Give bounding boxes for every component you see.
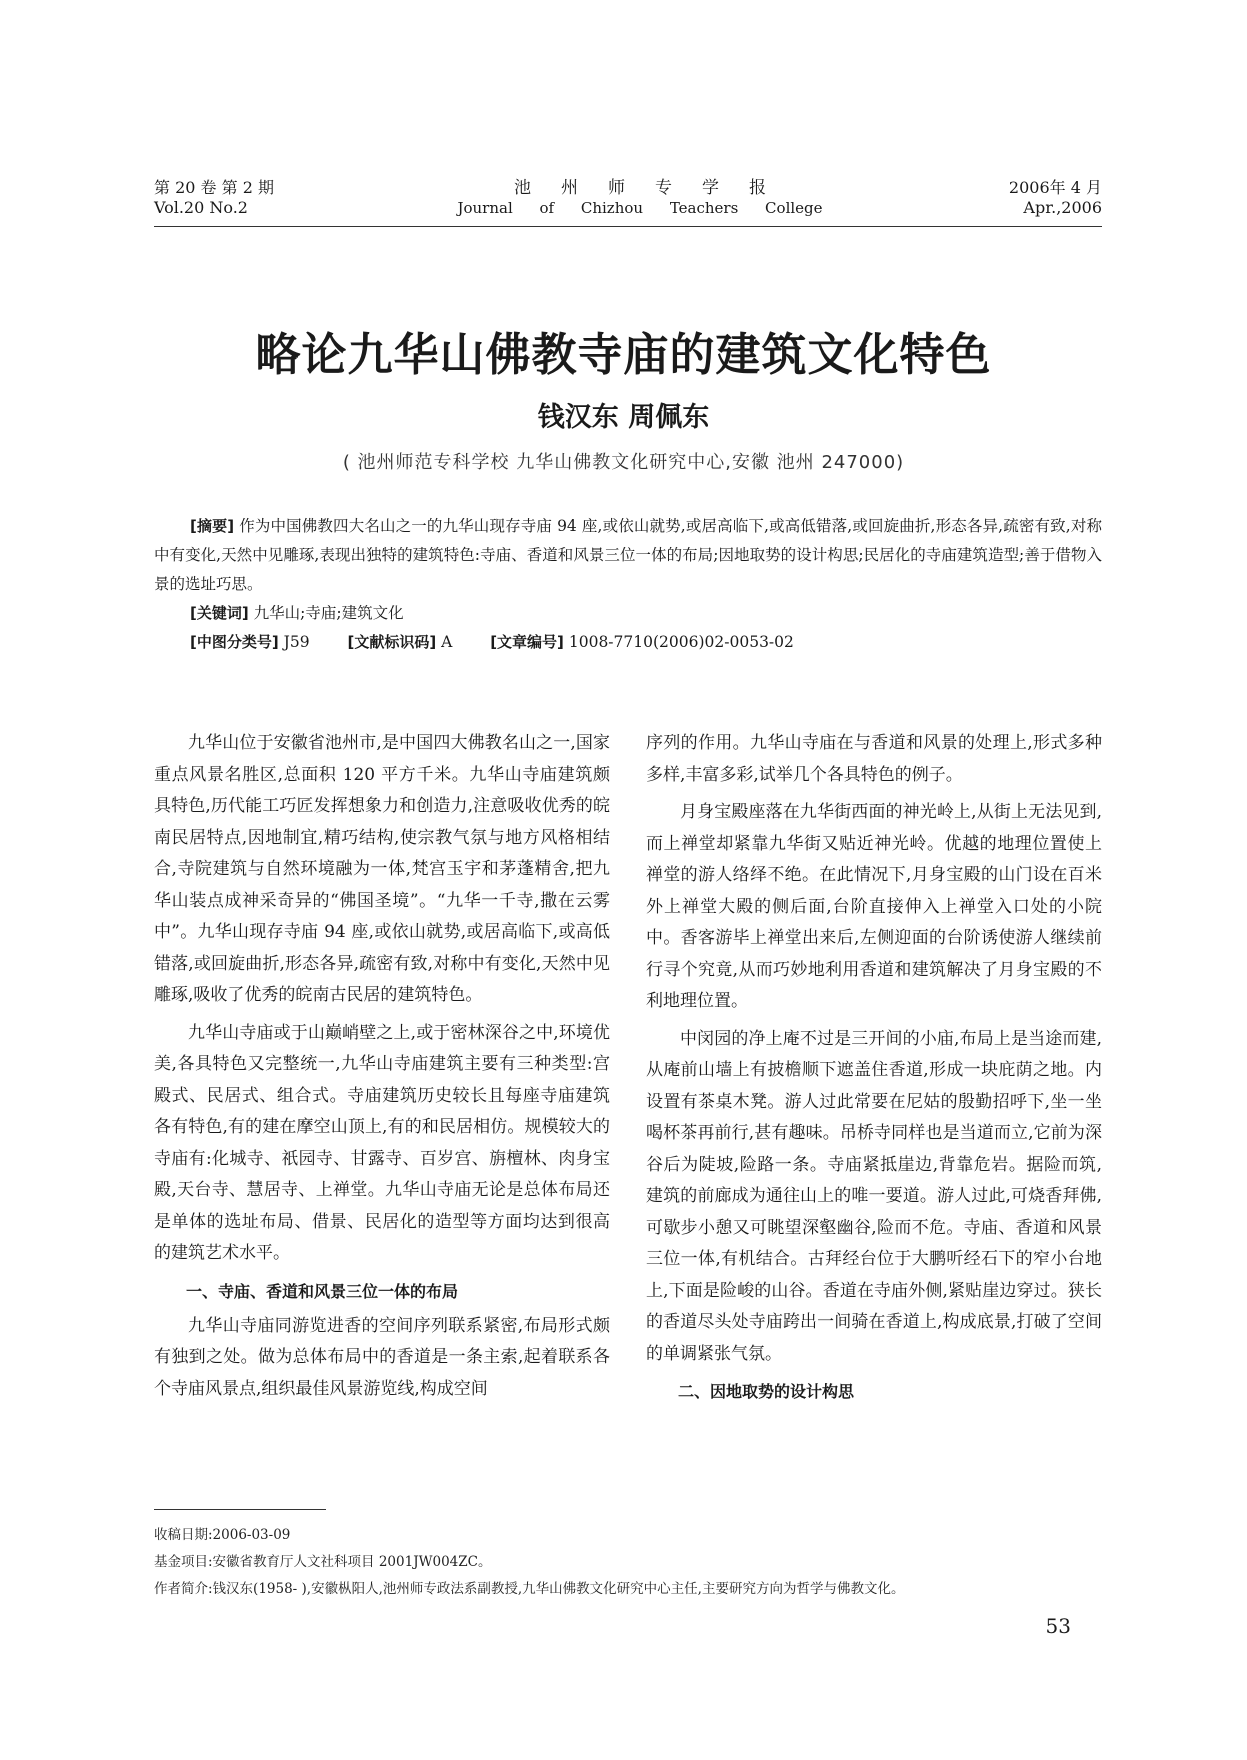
body-paragraph: 中闵园的净上庵不过是三开间的小庙,布局上是当途而建,从庵前山墙上有披檐顺下遮盖住香道,形成一块庇荫之地。内设置有茶桌木凳。游人过此常要在尼姑的殷勤招呼下,坐一坐喝杯茶再前行,甚有趣味。吊桥寺同样也是当道而立,它前为深谷后为陡坡,险路一条。寺庙紧抵崖边,背靠危岩。据险而筑,建筑的前廊成为通往山上的唯一要道。游人过此,可烧香拜佛,可歇步小憩又可眺望深壑幽谷,险而不危。寺庙、香道和风景三位一体,有机结合。古拜经台位于大鹏听经石下的窄小台地上,下面是险峻的山谷。香道在寺庙外侧,紧贴崖边穿过。狭长的香道尽头处寺庙跨出一间骑在香道上,构成底景,打破了空间的单调紧张气氛。 bbox=[646, 1028, 1102, 1364]
footnote-author-bio: 作者简介:钱汉东(1958- ),安徽枞阳人,池州师专政法系副教授,九华山佛教文化研究中心主任,主要研究方向为哲学与佛教文化。 bbox=[154, 1581, 905, 1597]
keywords-label: [关键词] bbox=[190, 604, 249, 622]
header-date bbox=[1009, 178, 1102, 228]
header-date-en: Apr.,2006 bbox=[1023, 198, 1102, 217]
keywords-line bbox=[154, 599, 1102, 628]
section-heading-2: 二、因地取势的设计构思 bbox=[678, 1382, 855, 1401]
header-volume-en: Vol.20 No.2 bbox=[154, 198, 248, 217]
article-authors: 钱汉东 周佩东 bbox=[537, 402, 710, 433]
keywords-text: 九华山;寺庙;建筑文化 bbox=[253, 604, 404, 622]
header-rule bbox=[154, 226, 1102, 227]
abstract-paragraph bbox=[154, 512, 1102, 599]
header-journal-en: Journal of Chizhou Teachers College bbox=[457, 199, 823, 217]
header-journal-cn: 池州师专学报 bbox=[514, 178, 796, 198]
body-paragraph: 月身宝殿座落在九华街西面的神光岭上,从街上无法见到,而上禅堂却紧靠九华街又贴近神光岭。优越的地理位置使上禅堂的游人络绎不绝。在此情况下,月身宝殿的山门设在百米外上禅堂大殿的侧后面,台阶直接伸入上禅堂入口处的小院中。香客游毕上禅堂出来后,左侧迎面的台阶诱使游人继续前行寻个究竟,从而巧妙地利用香道和建筑解决了月身宝殿的不利地理位置。 bbox=[646, 802, 1102, 1011]
header-journal bbox=[440, 178, 840, 228]
body-paragraph: 九华山位于安徽省池州市,是中国四大佛教名山之一,国家重点风景名胜区,总面积 120 平方千米。九华山寺庙建筑颇具特色,历代能工巧匠发挥想象力和创造力,注意吸收优秀的皖南民居特点,因地制宜,精巧结构,使宗教气氛与地方风格相结合,寺院建筑与自然环境融为一体,梵宫玉宇和茅蓬精舍,把九华山装点成神采奇异的“佛国圣境”。“九华一千寺,撒在云雾中”。九华山现存寺庙 94 座,或依山就势,或居高临下,或高低错落,或回旋曲折,形态各异,疏密有致,对称中有变化,天然中见雕琢,吸收了优秀的皖南古民居的建筑特色。 bbox=[154, 733, 610, 1005]
body-right-column bbox=[646, 728, 1102, 1411]
body-left-column bbox=[154, 728, 610, 1411]
header-date-cn: 2006年 4 月 bbox=[1008, 178, 1102, 197]
footnote-rule bbox=[154, 1509, 326, 1510]
footnote-fund: 基金项目:安徽省教育厅人文社科项目 2001JW004ZC。 bbox=[154, 1554, 492, 1570]
article-no-label: [文章编号] bbox=[490, 633, 564, 651]
clc-label: [中图分类号] bbox=[190, 633, 279, 651]
body-paragraph: 九华山寺庙或于山巅峭壁之上,或于密林深谷之中,环境优美,各具特色又完整统一,九华山寺庙建筑主要有三种类型:宫殿式、民居式、组合式。寺庙建筑历史较长且每座寺庙建筑各有特色,有的建在摩空山顶上,有的和民居相仿。规模较大的寺庙有:化城寺、祇园寺、甘露寺、百岁宫、旃檀林、肉身宝殿,天台寺、慧居寺、上禅堂。九华山寺庙无论是总体布局还是单体的选址布局、借景、民居化的造型等方面均达到很高的建筑艺术水平。 bbox=[154, 1022, 610, 1263]
doc-code-value: A bbox=[441, 633, 453, 651]
section-heading-1: 一、寺庙、香道和风景三位一体的布局 bbox=[186, 1281, 459, 1301]
abstract-text: 作为中国佛教四大名山之一的九华山现存寺庙 94 座,或依山就势,或居高临下,或高低错落,或回旋曲折,形态各异,疏密有致,对称中有变化,天然中见雕琢,表现出独特的建筑特色:寺庙、香道和风景三位一体的布局;因地取势的设计构思;民居化的寺庙建筑造型;善于借物入景的选址巧思。 bbox=[154, 517, 1102, 593]
page-number: 53 bbox=[1045, 1614, 1071, 1638]
header-volume-cn: 第 20 卷 第 2 期 bbox=[154, 178, 274, 197]
doc-code-label: [文献标识码] bbox=[347, 633, 437, 651]
classification-line bbox=[154, 628, 1102, 657]
article-affiliation: ( 池州师范专科学校 九华山佛教文化研究中心,安徽 池州 247000) bbox=[342, 452, 905, 473]
article-title: 略论九华山佛教寺庙的建筑文化特色 bbox=[255, 328, 992, 381]
footnote-received: 收稿日期:2006-03-09 bbox=[154, 1527, 291, 1543]
abstract-label: [摘要] bbox=[190, 517, 235, 535]
body-paragraph: 九华山寺庙同游览进香的空间序列联系紧密,布局形式颇有独到之处。做为总体布局中的香道是一条主索,起着联系各个寺庙风景点,组织最佳风景游览线,构成空间 bbox=[154, 1315, 610, 1399]
clc-value: J59 bbox=[283, 633, 310, 651]
header-volume bbox=[154, 178, 274, 228]
footnotes bbox=[154, 1522, 1114, 1603]
abstract-block bbox=[154, 512, 1102, 657]
body-paragraph-continued: 序列的作用。九华山寺庙在与香道和风景的处理上,形式多种多样,丰富多彩,试举几个各具特色的例子。 bbox=[646, 733, 1102, 785]
article-no-value: 1008-7710(2006)02-0053-02 bbox=[568, 633, 794, 651]
